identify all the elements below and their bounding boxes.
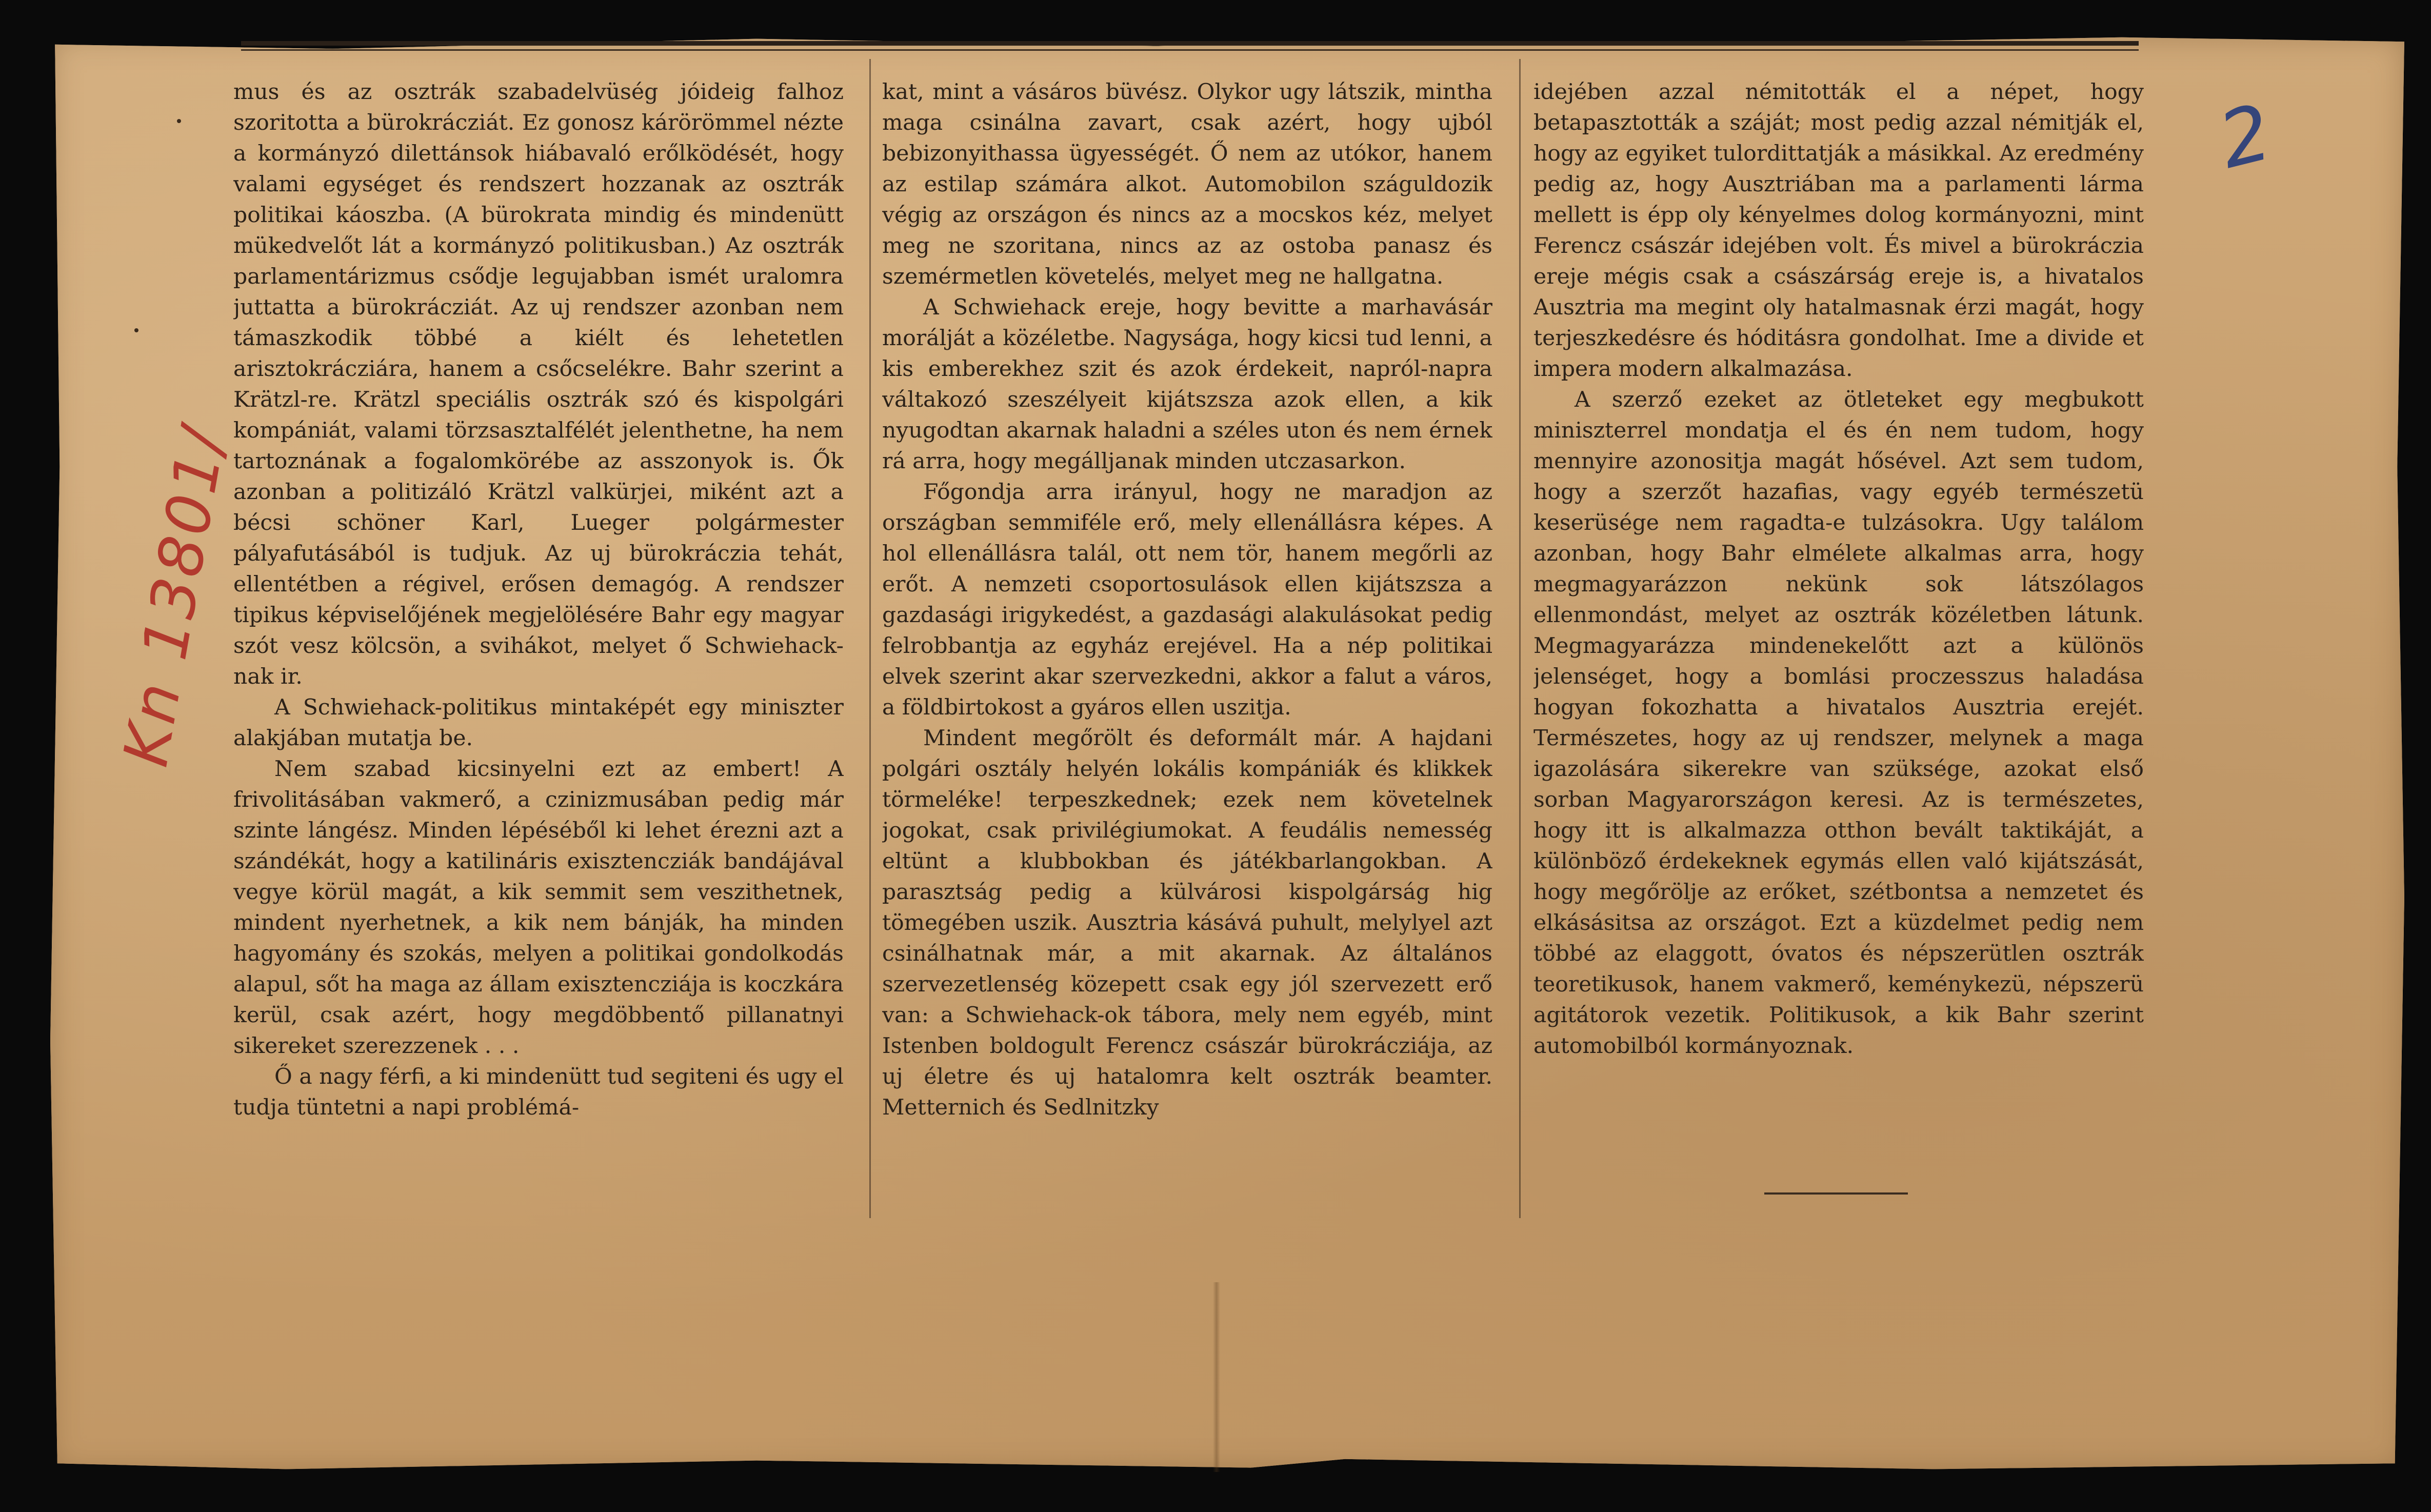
paragraph: mus és az osztrák szabadelvüség jóideig falhoz szoritotta a bürokrácziát. Ez gonosz kárörömmel nézte a kormányzó dilettánsok hiábavaló erőlködését, hogy valami egységet és rendszert hozzanak az osztrák politikai káoszba. (A bürokrata mindig és mindenütt mükedvelőt lát a kormányzó politikusban.) Az osztrák parlamentárizmus csődje legujabban ismét uralomra juttatta a bürokrácziát. Az uj rendszer azonban nem támaszkodik többé a kiélt és lehetetlen arisztokrácziára, hanem a csőcselékre. Bahr szerint a Krätzl-re. Krätzl speciális osztrák szó és kispolgári kompániát, valami törzsasztalfélét jelenthetne, ha nem tartoznának a fogalomkörébe az asszonyok is. Ők azonban a politizáló Krätzl valkürjei, miként azt a bécsi schöner Karl, Lueger polgármester pályafutásából is tudjuk. Az uj bürokráczia tehát, ellentétben a régivel, erősen demagóg. A rendszer tipikus képviselőjének megjelölésére Bahr egy magyar szót vesz kölcsön, a svihákot, melyet ő Schwiehack-nak ir.: [233, 79, 844, 689]
handwritten-archive-mark: Kn 13801/: [110, 421, 241, 772]
text-column-2: [882, 77, 1492, 1231]
text-column-1: [233, 77, 844, 1231]
paragraph: A Schwiehack-politikus mintaképét egy miniszter alakjában mutatja be.: [233, 695, 844, 751]
paragraph: Főgondja arra irányul, hogy ne maradjon az országban semmiféle erő, mely ellenállásra képes. A hol ellenállásra talál, ott nem tör, hanem megőrli az erőt. A nemzeti csoportosulások ellen kijátszsza a gazdasági irigykedést, a gazdasági alakulásokat pedig felrobbantja az egyház erejével. Ha a nép politikai elvek szerint akar szervezkedni, akkor a falut a város, a földbirtokost a gyáros ellen uszitja.: [882, 480, 1492, 720]
text-column-3: [1533, 77, 2144, 1231]
paper-fold: [1213, 1282, 1220, 1472]
column-rule-2: [1519, 59, 1521, 1218]
paragraph: idejében azzal némitották el a népet, hogy betapasztották a száját; most pedig azzal némitják el, hogy az egyiket tulordittatják a másikkal. Az eredmény pedig az, hogy Ausztriában ma a parlamenti lárma mellett is épp oly kényelmes dolog kormányozni, mint Ferencz császár idejében volt. És mivel a bürokráczia ereje mégis csak a császárság ereje is, a hivatalos Ausztria ma megint oly hatalmasnak érzi magát, hogy terjeszkedésre és hóditásra gondolhat. Ime a divide et impera modern alkalmazása.: [1533, 79, 2144, 382]
paragraph: Mindent megőrölt és deformált már. A hajdani polgári osztály helyén lokális kompániák és klikkek törmeléke! terpeszkednek; ezek nem követelnek jogokat, csak privilégiumokat. A feudális nemesség eltünt a klubbokban és játékbarlangokban. A parasztság pedig a külvárosi kispolgárság hig tömegében uszik. Ausztria kásává puhult, melylyel azt csinálhatnak már, a mit akarnak. Az általános szervezetlenség közepett csak egy jól szervezett erő van: a Schwiehack-ok tábora, mely nem egyéb, mint Istenben boldogult Ferencz császár bürokrácziája, az uj életre és uj hatalomra kelt osztrák beamter. Metternich és Sedlnitzky: [882, 726, 1492, 1120]
speck: [134, 328, 138, 332]
handwritten-page-number: 2: [2210, 88, 2280, 186]
top-rule: [241, 41, 2139, 46]
paragraph: kat, mint a vásáros büvész. Olykor ugy látszik, mintha maga csinálna zavart, csak azért, hogy ujból bebizonyithassa ügyességét. Ő nem az utókor, hanem az estilap számára alkot. Automobilon száguldozik végig az országon és nincs az a mocskos kéz, melyet meg ne szoritana, nincs az az ostoba panasz és szemérmetlen követelés, melyet meg ne hallgatna.: [882, 79, 1492, 289]
paragraph: Nem szabad kicsinyelni ezt az embert! A frivolitásában vakmerő, a czinizmusában pedig már szinte lángész. Minden lépéséből ki lehet érezni azt a szándékát, hogy a katilináris exisztencziák bandájával vegye körül magát, a kik semmit sem veszithetnek, mindent nyerhetnek, a kik nem bánják, ha minden hagyomány és szokás, melyen a politikai gondolkodás alapul, sőt ha maga az állam exisztencziája is koczkára kerül, csak azért, hogy megdöbbentő pillanatnyi sikereket szerezzenek . . .: [233, 757, 844, 1059]
paragraph: Ő a nagy férfi, a ki mindenütt tud segiteni és ugy el tudja tüntetni a napi problémá-: [233, 1064, 844, 1120]
paragraph: A Schwiehack ereje, hogy bevitte a marhavásár morálját a közéletbe. Nagysága, hogy kicsi tud lenni, a kis emberekhez szit és azok érdekeit, napról-napra váltakozó szeszélyeit kijátszsza azok ellen, a kik nyugodtan akarnak haladni a széles uton és nem érnek rá arra, hogy megálljanak minden utczasarkon.: [882, 295, 1492, 474]
speck: [177, 119, 181, 123]
top-rule-thin: [241, 49, 2139, 51]
article-end-rule: [1764, 1192, 1908, 1195]
paragraph: A szerző ezeket az ötleteket egy megbukott miniszterrel mondatja el és én nem tudom, hogy mennyire azonositja magát hősével. Azt sem tudom, hogy a szerzőt hazafias, vagy egyéb természetü keserüsége nem ragadta-e tulzásokra. Ugy találom azonban, hogy Bahr elmélete alkalmas arra, hogy megmagyarázzon nekünk sok látszólagos ellenmondást, melyet az osztrák közéletben látunk. Megmagyarázza mindenekelőtt azt a különös jelenséget, hogy a bomlási proczesszus haladása hogyan fokozhatta a hivatalos Ausztria erejét. Természetes, hogy az uj rendszer, melynek a maga igazolására sikerekre van szüksége, azokat első sorban Magyarországon keresi. Az is természetes, hogy itt is alkalmazza otthon bevált taktikáját, a különböző érdekeknek egymás ellen való kijátszását, hogy megőrölje az erőket, szétbontsa a nemzetet és elkásásitsa az országot. Ezt a küzdelmet pedig nem többé az elaggott, óvatos és népszerütlen osztrák teoretikusok, hanem vakmerő, keménykezü, népszerü agitátorok vezetik. Politikusok, a kik Bahr szerint automobilból kormányoznak.: [1533, 387, 2144, 1059]
column-rule-1: [869, 59, 871, 1218]
